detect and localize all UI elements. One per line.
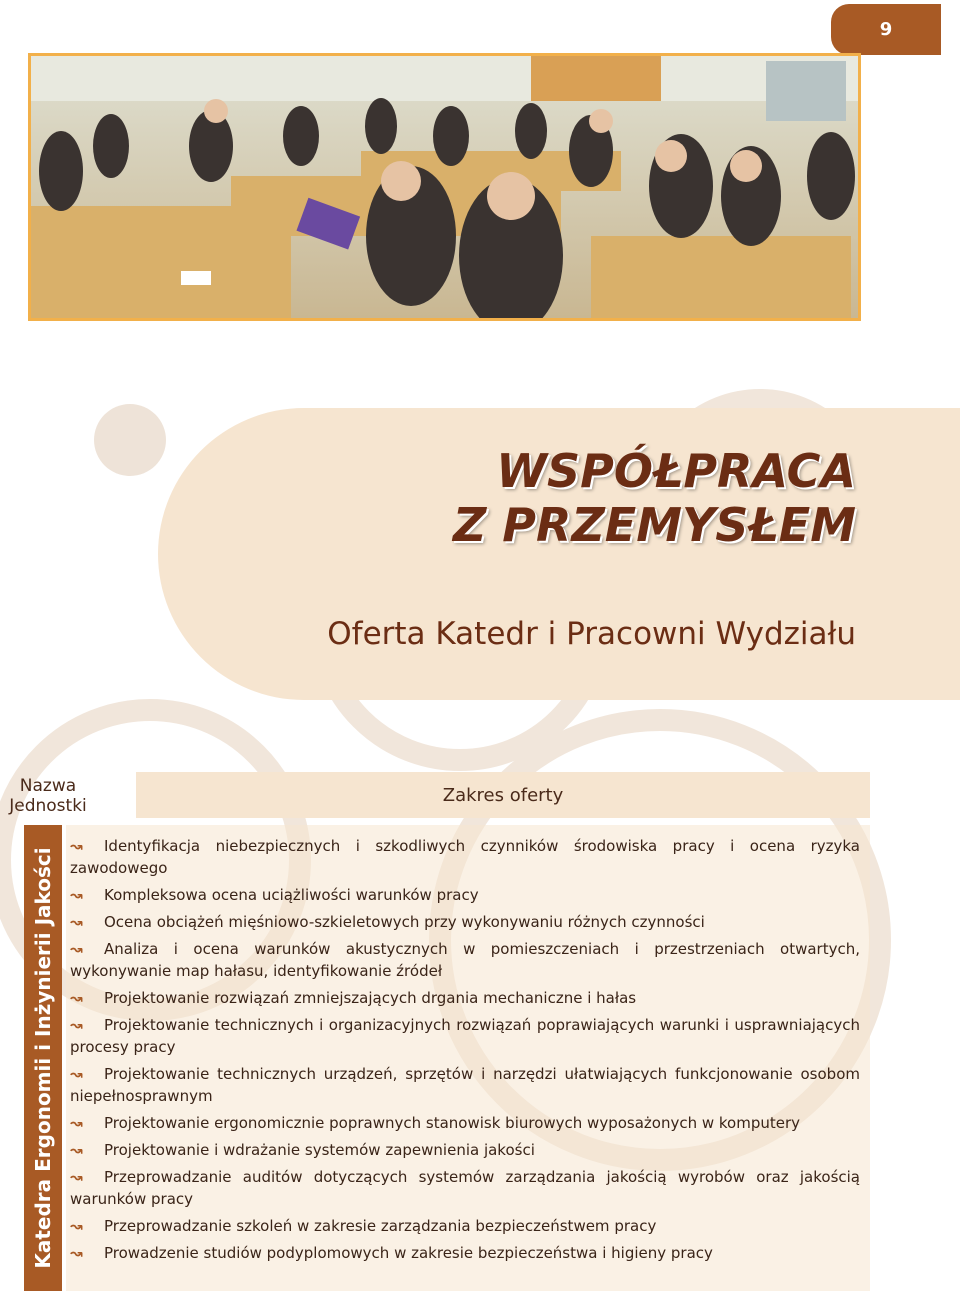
unit-name-bar	[24, 825, 62, 1291]
page-subtitle: Oferta Katedr i Pracowni Wydziału	[327, 616, 856, 652]
arrow-icon: ↝	[70, 913, 83, 931]
arrow-icon: ↝	[70, 886, 83, 904]
arrow-icon: ↝	[70, 1016, 83, 1034]
list-item: ↝ Analiza i ocena warunków akustycznych w pomieszczeniach i przestrzeniach otwartych, wykonywanie map hałasu, identyfikowanie źródeł	[70, 940, 860, 980]
arrow-icon: ↝	[70, 837, 83, 855]
list-item: ↝ Projektowanie technicznych urządzeń, sprzętów i narzędzi ułatwiających funkcjonowanie osobom niepełnosprawnym	[70, 1065, 860, 1105]
list-item: ↝ Projektowanie rozwiązań zmniejszających drgania mechaniczne i hałas	[70, 989, 637, 1007]
title-line-1: WSPÓŁPRACA	[496, 444, 856, 498]
unit-column-header: Nazwa Jednostki	[9, 776, 87, 816]
arrow-icon: ↝	[70, 989, 83, 1007]
list-item: ↝ Projektowanie technicznych i organizacyjnych rozwiązań poprawiających warunki i usprawniających procesy pracy	[70, 1016, 860, 1056]
offer-list	[66, 825, 870, 1264]
unit-name: Katedra Ergonomii i Inżynierii Jakości	[31, 847, 55, 1269]
conference-photo	[28, 53, 861, 321]
title-line-2: Z PRZEMYSŁEM	[452, 498, 856, 552]
page-number: 9	[831, 4, 941, 55]
scope-column-header: Zakres oferty	[136, 772, 870, 818]
arrow-icon: ↝	[70, 1114, 83, 1132]
list-item: ↝ Przeprowadzanie auditów dotyczących systemów zarządzania jakością wyrobów oraz jakością warunków pracy	[70, 1168, 860, 1208]
list-item: ↝ Projektowanie ergonomicznie poprawnych stanowisk biurowych wyposażonych w komputery	[70, 1114, 801, 1132]
arrow-icon: ↝	[70, 1065, 83, 1083]
list-item: ↝ Kompleksowa ocena uciążliwości warunków pracy	[70, 886, 479, 904]
arrow-icon: ↝	[70, 940, 83, 958]
arrow-icon: ↝	[70, 1217, 83, 1235]
arrow-icon: ↝	[70, 1168, 83, 1186]
arrow-icon: ↝	[70, 1244, 83, 1262]
list-item: ↝ Ocena obciążeń mięśniowo-szkieletowych przy wykonywaniu różnych czynności	[70, 913, 705, 931]
list-item: ↝ Identyfikacja niebezpiecznych i szkodliwych czynników środowiska pracy i ocena ryzyka zawodowego	[70, 837, 860, 877]
arrow-icon: ↝	[70, 1141, 83, 1159]
page-title	[300, 444, 856, 552]
list-item: ↝ Przeprowadzanie szkoleń w zakresie zarządzania bezpieczeństwem pracy	[70, 1217, 657, 1235]
list-item: ↝ Projektowanie i wdrażanie systemów zapewnienia jakości	[70, 1141, 535, 1159]
list-item: ↝ Prowadzenie studiów podyplomowych w zakresie bezpieczeństwa i higieny pracy	[70, 1244, 713, 1262]
offer-content	[66, 825, 870, 1291]
photo-illustration	[31, 56, 858, 318]
